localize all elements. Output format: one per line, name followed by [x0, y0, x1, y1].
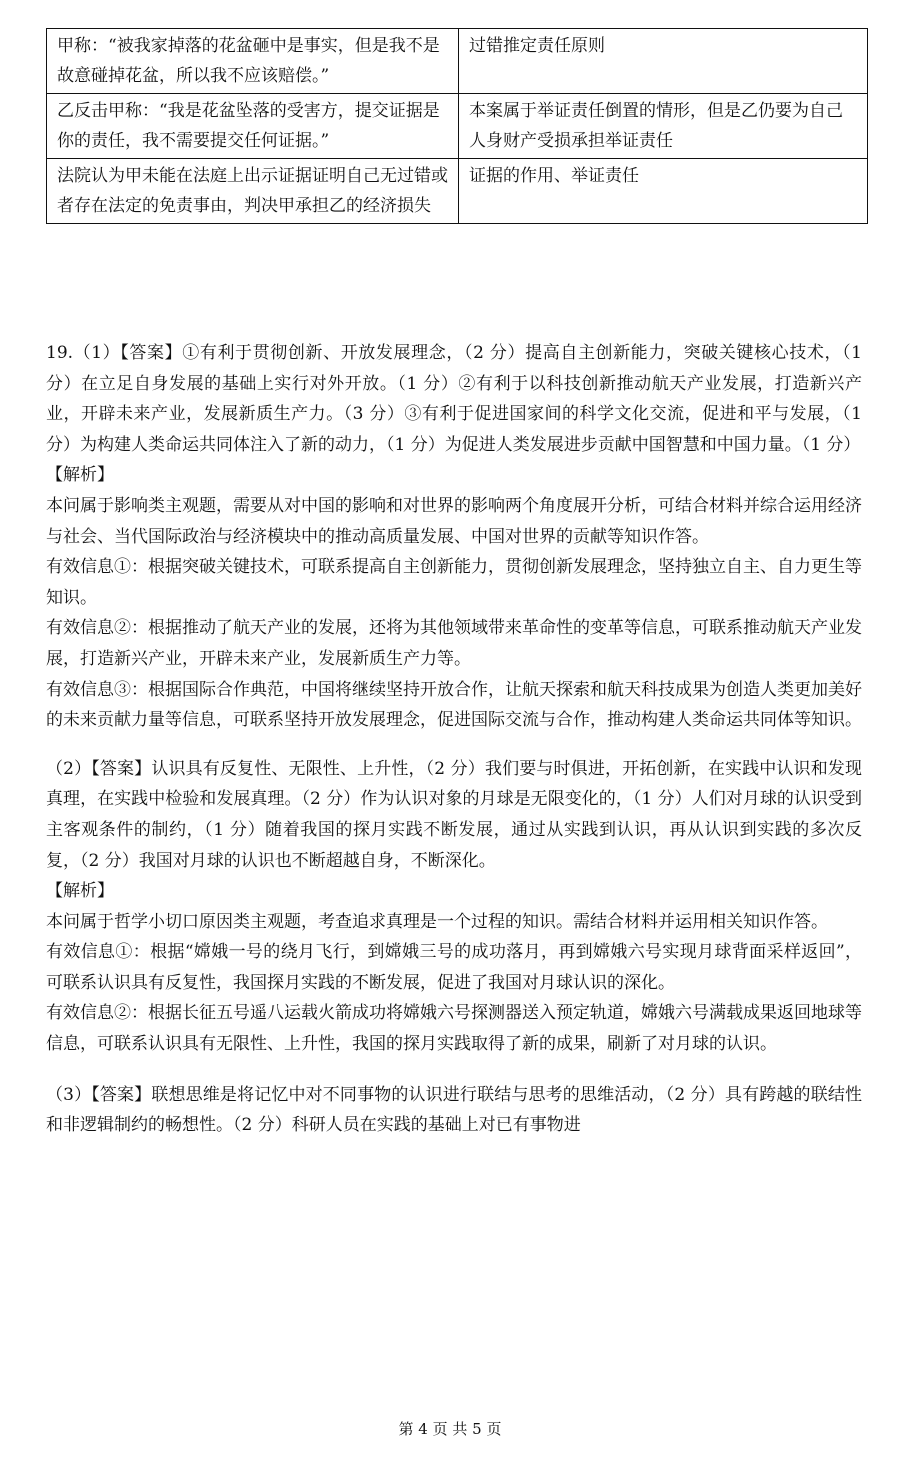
answer-table	[46, 28, 868, 224]
answer-body	[46, 338, 862, 1141]
table-cell: 乙反击甲称：“我是花盆坠落的受害方，提交证据是你的责任，我不需要提交任何证据。”	[47, 94, 459, 159]
q19-2-answer: （2）【答案】认识具有反复性、无限性、上升性，（2 分）我们要与时俱进，开拓创新，在实践中认识和发现真理，在实践中检验和发展真理。（2 分）作为认识对象的月球是无限变化的，（1 分）人们对月球的认识受到主客观条件的制约，（1 分）随着我国的探月实践不断发展，通过从实践到认识，再从认识到实践的多次反复，（2 分）我国对月球的认识也不断超越自身，不断深化。	[46, 758, 862, 871]
analysis-label: 【解析】	[46, 465, 114, 486]
q19-1-info-2: 有效信息②：根据推动了航天产业的发展，还将为其他领域带来革命性的变革等信息，可联系推动航天产业发展，打造新兴产业，开辟未来产业，发展新质生产力等。	[46, 618, 862, 669]
analysis-label: 【解析】	[46, 881, 114, 902]
table-cell: 证据的作用、举证责任	[459, 159, 868, 224]
q19-2-info-1: 有效信息①：根据“嫦娥一号的绕月飞行，到嫦娥三号的成功落月，再到嫦娥六号实现月球背面采样返回”，可联系认识具有反复性，我国探月实践的不断发展，促进了我国对月球认识的深化。	[46, 942, 862, 993]
table-cell: 过错推定责任原则	[459, 29, 868, 94]
q19-1-answer: 19.（1）【答案】①有利于贯彻创新、开放发展理念，（2 分）提高自主创新能力，突破关键核心技术，（1 分）在立足自身发展的基础上实行对外开放。（1 分）②有利于以科技创新推动航天产业发展，打造新兴产业，开辟未来产业，发展新质生产力。（3 分）③有利于促进国家间的科学文化交流，促进和平与发展，（1 分）为构建人类命运共同体注入了新的动力，（1 分）为促进人类发展进步贡献中国智慧和中国力量。（1 分）	[46, 343, 862, 455]
paragraph-gap	[46, 736, 862, 754]
table-row	[47, 159, 868, 224]
q19-2-analysis: 本问属于哲学小切口原因类主观题，考查追求真理是一个过程的知识。需结合材料并运用相关知识作答。	[46, 911, 828, 932]
table-cell: 本案属于举证责任倒置的情形，但是乙仍要为自己人身财产受损承担举证责任	[459, 94, 868, 159]
table-row	[47, 29, 868, 94]
table-cell: 甲称：“被我家掉落的花盆砸中是事实，但是我不是故意碰掉花盆，所以我不应该赔偿。”	[47, 29, 459, 94]
q19-1-info-1: 有效信息①：根据突破关键技术，可联系提高自主创新能力，贯彻创新发展理念，坚持独立自主、自力更生等知识。	[46, 557, 862, 608]
q19-2-info-2: 有效信息②：根据长征五号遥八运载火箭成功将嫦娥六号探测器送入预定轨道，嫦娥六号满载成果返回地球等信息，可联系认识具有无限性、上升性，我国的探月实践取得了新的成果，刷新了对月球的认识。	[46, 1003, 862, 1055]
q19-1-info-3: 有效信息③：根据国际合作典范，中国将继续坚持开放合作，让航天探索和航天科技成果为创造人类更加美好的未来贡献力量等信息，可联系坚持开放发展理念，促进国际交流与合作，推动构建人类命运共同体等知识。	[46, 679, 862, 731]
q19-3-answer: （3）【答案】联想思维是将记忆中对不同事物的认识进行联结与思考的思维活动，（2 分）具有跨越的联结性和非逻辑制约的畅想性。（2 分）科研人员在实践的基础上对已有事物进	[46, 1084, 862, 1136]
table-row	[47, 94, 868, 159]
q19-1-analysis: 本问属于影响类主观题，需要从对中国的影响和对世界的影响两个角度展开分析，可结合材料并综合运用经济与社会、当代国际政治与经济模块中的推动高质量发展、中国对世界的贡献等知识作答。	[46, 495, 862, 547]
page-footer: 第 4 页 共 5 页	[398, 1420, 502, 1438]
paragraph-gap	[46, 1060, 862, 1080]
table-cell: 法院认为甲未能在法庭上出示证据证明自己无过错或者存在法定的免责事由，判决甲承担乙的经济损失	[47, 159, 459, 224]
